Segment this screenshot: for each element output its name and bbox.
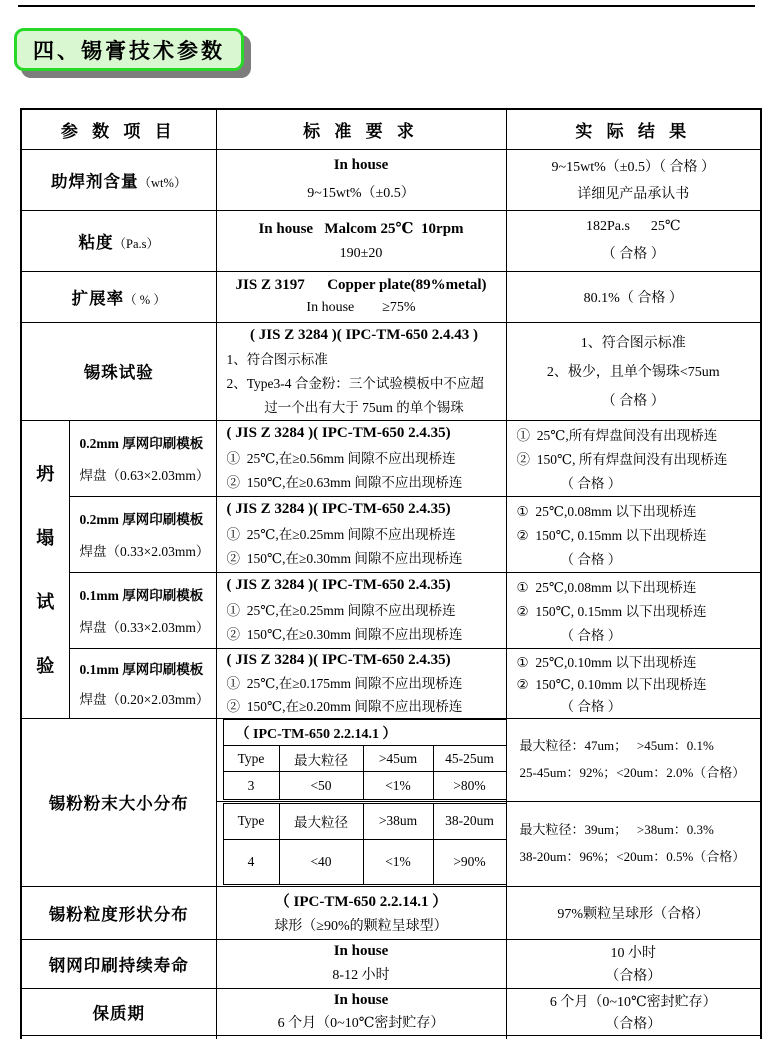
standard-viscosity: In house Malcom 25℃ 10rpm 190±20 bbox=[216, 210, 506, 271]
param-label-spread: 扩展率（ % ） bbox=[21, 271, 216, 322]
row-slump-test-2 bbox=[21, 496, 761, 572]
result-powder-shape: 97%颗粒呈球形（合格） bbox=[506, 886, 761, 939]
row-slump-test-4 bbox=[21, 648, 761, 718]
page-title: 四、锡膏技术参数 bbox=[33, 38, 225, 63]
param-label-shelf-life: 保质期 bbox=[21, 988, 216, 1035]
param-label-stencil-life: 钢网印刷持续寿命 bbox=[21, 939, 216, 988]
header-standard: 标 准 要 求 bbox=[216, 109, 506, 149]
result-powder-size-a: 最大粒径：47um； >45um：0.1% 25-45um：92%；<20um：2.0%（合格） bbox=[506, 718, 761, 801]
result-powder-size-b: 最大粒径：39um； >38um：0.3% 38-20um：96%；<20um：0.5%（合格） bbox=[506, 801, 761, 886]
powder-size-nested-table-b: Type 最大粒径 >38um 38-20um 4 <40 <1% >90% bbox=[223, 803, 507, 885]
standard-slump-2: ( JIS Z 3284 )( IPC-TM-650 2.4.35) ① 25℃,在≥0.25mm 间隙不应出现桥连 ② 150℃,在≥0.30mm 间隙不应出现桥连 bbox=[216, 496, 506, 572]
result-viscosity: 182Pa.s 25℃ （ 合格 ） bbox=[506, 210, 761, 271]
row-powder-size-a bbox=[21, 718, 761, 801]
parameters-table bbox=[20, 108, 762, 1039]
header-result: 实 际 结 果 bbox=[506, 109, 761, 149]
result-slump-2: ① 25℃,0.08mm 以下出现桥连 ② 150℃, 0.15mm 以下出现桥连 （ 合格 ） bbox=[506, 496, 761, 572]
row-stencil-life bbox=[21, 939, 761, 988]
result-slump-1: ① 25℃,所有焊盘间没有出现桥连 ② 150℃, 所有焊盘间没有出现桥连 （ 合格 ） bbox=[506, 420, 761, 496]
slump-stencil-2: 0.2mm 厚网印刷模板 焊盘（0.33×2.03mm） bbox=[69, 496, 216, 572]
param-label-powder-size: 锡粉粉末大小分布 bbox=[21, 718, 216, 886]
row-slump-test-1 bbox=[21, 420, 761, 496]
param-label-powder-shape: 锡粉粒度形状分布 bbox=[21, 886, 216, 939]
header-param: 参 数 项 目 bbox=[21, 109, 216, 149]
result-shelf-life: 6 个月（0~10℃密封贮存） （合格） bbox=[506, 988, 761, 1035]
standard-flux: In house 9~15wt%（±0.5） bbox=[216, 149, 506, 210]
slump-stencil-4: 0.1mm 厚网印刷模板 焊盘（0.20×2.03mm） bbox=[69, 648, 216, 718]
row-shelf-life bbox=[21, 988, 761, 1035]
standard-slump-4: ( JIS Z 3284 )( IPC-TM-650 2.4.35) ① 25℃,在≥0.175mm 间隙不应出现桥连 ② 150℃,在≥0.20mm 间隙不应出现桥连 bbox=[216, 648, 506, 718]
slump-stencil-3: 0.1mm 厚网印刷模板 焊盘（0.33×2.03mm） bbox=[69, 572, 216, 648]
param-label-slump-vertical: 坍 塌 试 验 bbox=[21, 420, 69, 718]
table-header-row bbox=[21, 109, 761, 149]
result-slump-4: ① 25℃,0.10mm 以下出现桥连 ② 150℃, 0.10mm 以下出现桥连 （ 合格 ） bbox=[506, 648, 761, 718]
row-spread-rate bbox=[21, 271, 761, 322]
param-label-viscosity: 粘度（Pa.s） bbox=[21, 210, 216, 271]
slump-stencil-1: 0.2mm 厚网印刷模板 焊盘（0.63×2.03mm） bbox=[69, 420, 216, 496]
top-divider bbox=[18, 5, 755, 7]
standard-spread: JIS Z 3197 Copper plate(89%metal) In house ≥75% bbox=[216, 271, 506, 322]
param-label-solder-ball: 锡珠试验 bbox=[21, 322, 216, 420]
result-stencil-life: 10 小时 （合格） bbox=[506, 939, 761, 988]
standard-powder-size-b bbox=[216, 801, 506, 886]
row-viscosity bbox=[21, 210, 761, 271]
section-title-plaque bbox=[14, 28, 244, 71]
standard-stencil-life: In house 8-12 小时 bbox=[216, 939, 506, 988]
standard-slump-3: ( JIS Z 3284 )( IPC-TM-650 2.4.35) ① 25℃,在≥0.25mm 间隙不应出现桥连 ② 150℃,在≥0.30mm 间隙不应出现桥连 bbox=[216, 572, 506, 648]
result-flux: 9~15wt%（±0.5）（ 合格 ） 详细见产品承认书 bbox=[506, 149, 761, 210]
standard-solder-ball: ( JIS Z 3284 )( IPC-TM-650 2.4.43 ) 1、符合图示标准 2、Type3-4 合金粉：三个试验模板中不应超 过一个出有大于 75um 的单个锡珠 bbox=[216, 322, 506, 420]
standard-powder-shape: （ IPC-TM-650 2.2.14.1 ） 球形（≥90%的颗粒呈球型） bbox=[216, 886, 506, 939]
result-spread: 80.1%（ 合格 ） bbox=[506, 271, 761, 322]
standard-slump-1: ( JIS Z 3284 )( IPC-TM-650 2.4.35) ① 25℃,在≥0.56mm 间隙不应出现桥连 ② 150℃,在≥0.63mm 间隙不应出现桥连 bbox=[216, 420, 506, 496]
param-label-flux: 助焊剂含量（wt%） bbox=[21, 149, 216, 210]
powder-size-nested-table-a: （ IPC-TM-650 2.2.14.1 ） Type 最大粒径 >45um 45-25um 3 <50 <1% >80% bbox=[223, 719, 507, 800]
standard-powder-size-a bbox=[216, 718, 506, 801]
standard-shelf-life: In house 6 个月（0~10℃密封贮存） bbox=[216, 988, 506, 1035]
row-flux-content bbox=[21, 149, 761, 210]
row-slump-test-3 bbox=[21, 572, 761, 648]
result-solder-ball: 1、符合图示标准 2、极少，且单个锡珠<75um （ 合格 ） bbox=[506, 322, 761, 420]
row-solder-ball-test bbox=[21, 322, 761, 420]
row-cropped-stub bbox=[21, 1035, 761, 1039]
row-powder-shape bbox=[21, 886, 761, 939]
result-slump-3: ① 25℃,0.08mm 以下出现桥连 ② 150℃, 0.15mm 以下出现桥连 （ 合格 ） bbox=[506, 572, 761, 648]
